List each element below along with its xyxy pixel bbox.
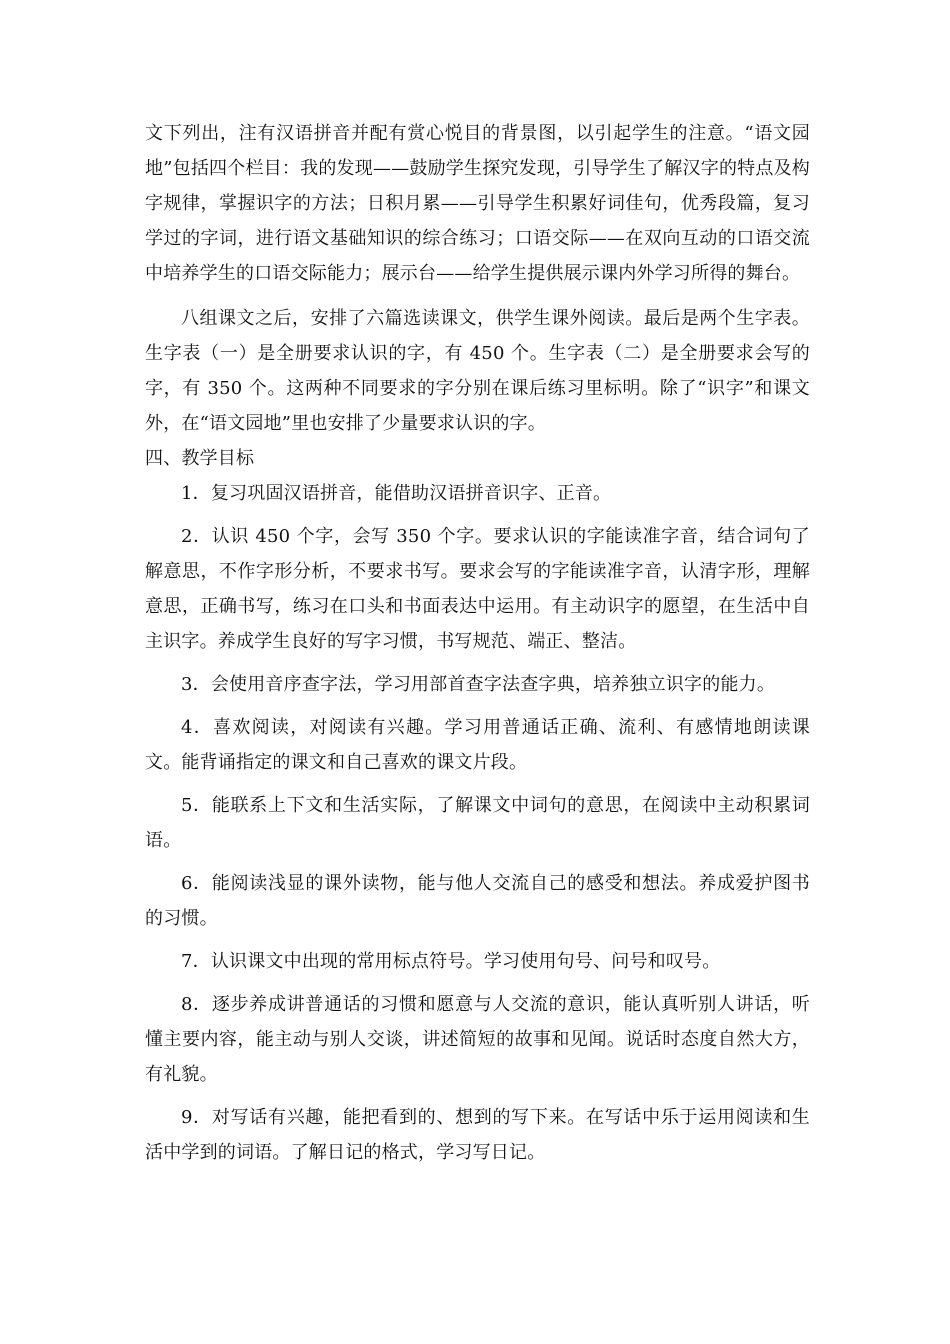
goal-item-8: 8．逐步养成讲普通话的习惯和愿意与人交流的意识，能认真听别人讲话，听懂主要内容，能主动与别人交谈，讲述简短的故事和见闻。说话时态度自然大方，有礼貌。	[145, 994, 810, 1085]
goal-item-9: 9．对写话有兴趣，能把看到的、想到的写下来。在写话中乐于运用阅读和生活中学到的词语。了解日记的格式，学习写日记。	[145, 1107, 810, 1163]
goal-item-4: 4．喜欢阅读，对阅读有兴趣。学习用普通话正确、流利、有感情地朗读课文。能背诵指定的课文和自己喜欢的课文片段。	[145, 717, 810, 773]
reading-paragraph: 八组课文之后，安排了六篇选读课文，供学生课外阅读。最后是两个生字表。生字表（一）是全册要求认识的字，有 450 个。生字表（二）是全册要求会写的字，有 350 个。这两种不同要求的字分别在课后练习里标明。除了“识字”和课文外，在“语文园地”里也安排了少量要求认识的字。	[145, 308, 810, 434]
document-body	[145, 116, 810, 1170]
goal-item-7: 7．认识课文中出现的常用标点符号。学习使用句号、问号和叹号。	[181, 951, 721, 972]
intro-paragraph: 文下列出，注有汉语拼音并配有赏心悦目的背景图，以引起学生的注意。“语文园地”包括四个栏目：我的发现——鼓励学生探究发现，引导学生了解汉字的特点及构字规律，掌握识字的方法；日积月累——引导学生积累好词佳句，优秀段篇，复习学过的字词，进行语文基础知识的综合练习；口语交际——在双向互动的口语交流中培养学生的口语交际能力；展示台——给学生提供展示课内外学习所得的舞台。	[145, 123, 810, 284]
goal-item-3: 3．会使用音序查字法，学习用部首查字法查字典，培养独立识字的能力。	[181, 674, 776, 695]
goal-item-5: 5．能联系上下文和生活实际，了解课文中词句的意思，在阅读中主动积累词语。	[145, 795, 810, 851]
goal-item-1: 1．复习巩固汉语拼音，能借助汉语拼音识字、正音。	[181, 483, 612, 504]
section-heading: 四、教学目标	[145, 448, 255, 469]
goal-item-6: 6．能阅读浅显的课外读物，能与他人交流自己的感受和想法。养成爱护图书的习惯。	[145, 873, 810, 929]
goal-item-2: 2．认识 450 个字，会写 350 个字。要求认识的字能读准字音，结合词句了解意思，不作字形分析，不要求书写。要求会写的字能读准字音，认清字形，理解意思，正确书写，练习在口头和书面表达中运用。有主动识字的愿望，在生活中自主识字。养成学生良好的写字习惯，书写规范、端正、整洁。	[145, 526, 810, 652]
